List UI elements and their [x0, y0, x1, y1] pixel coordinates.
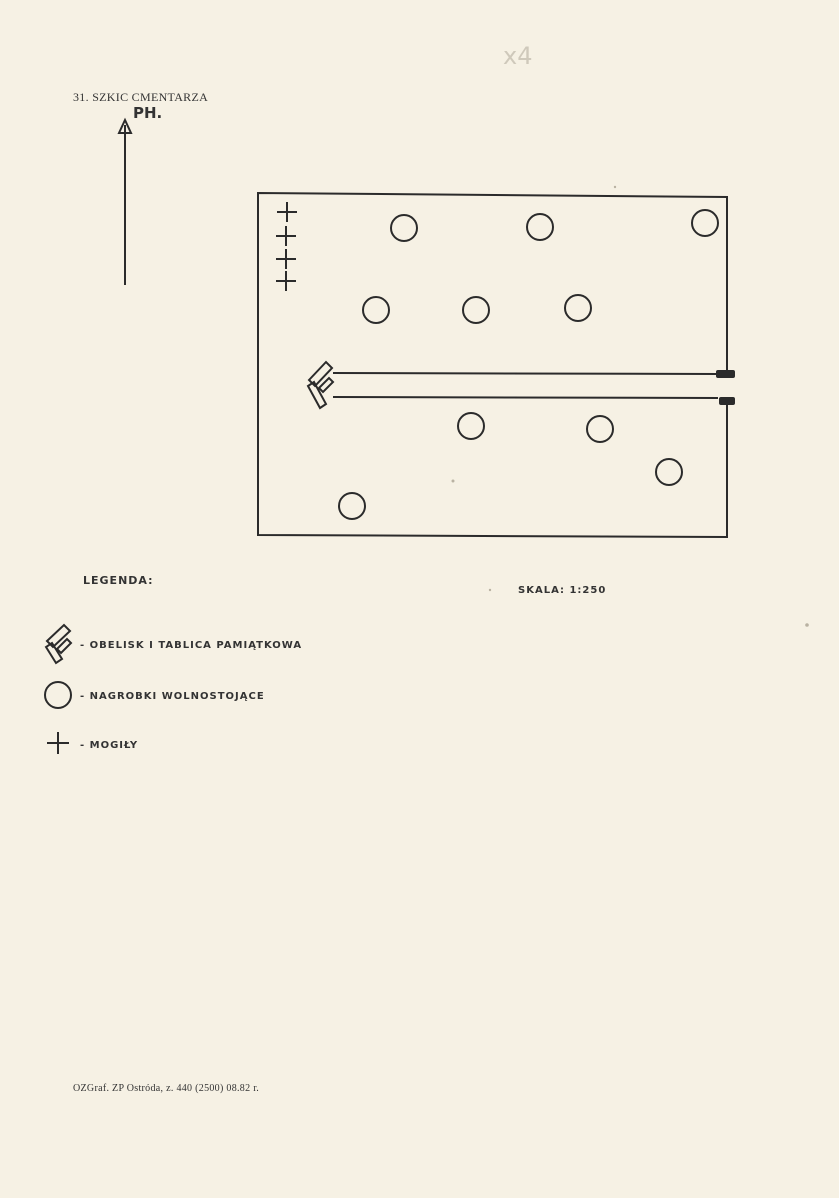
- gate-post-south: [719, 397, 735, 405]
- legend-symbol-circle-icon: [45, 682, 71, 708]
- grave-cross-icon: [276, 249, 296, 269]
- tombstone-circle-icon: [692, 210, 718, 236]
- tombstone-circle-icon: [656, 459, 682, 485]
- tombstone-circle-icon: [565, 295, 591, 321]
- tombstone-circle-icon: [458, 413, 484, 439]
- legend-label-obelisk: - OBELISK I TABLICA PAMIĄTKOWA: [80, 640, 303, 651]
- graves: [276, 202, 297, 291]
- north-arrow: [119, 120, 131, 285]
- legend-label-tombstones: - NAGROBKI WOLNOSTOJĄCE: [80, 691, 265, 702]
- gate-post-north: [716, 370, 735, 378]
- north-label: PH.: [133, 104, 163, 122]
- legend-title: LEGENDA:: [83, 574, 154, 587]
- scale-label: SKALA: 1:250: [518, 585, 607, 596]
- obelisk-plaque: [308, 362, 333, 408]
- entrance-path: [333, 370, 735, 405]
- legend-symbol-obelisk-icon: [46, 625, 71, 663]
- print-footer: OZGraf. ZP Ostróda, z. 440 (2500) 08.82 r.: [73, 1083, 260, 1094]
- grave-cross-icon: [277, 202, 297, 222]
- tombstone-circle-icon: [339, 493, 365, 519]
- legend-symbol-cross-icon: [47, 732, 69, 754]
- legend-label-graves: - MOGIŁY: [80, 740, 139, 751]
- paper-specks: [452, 186, 809, 627]
- tombstone-circle-icon: [391, 215, 417, 241]
- tombstone-circle-icon: [363, 297, 389, 323]
- grave-cross-icon: [276, 271, 296, 291]
- tombstone-circle-icon: [587, 416, 613, 442]
- tombstones: [339, 210, 718, 519]
- tombstone-circle-icon: [463, 297, 489, 323]
- pencil-mark: x4: [503, 42, 533, 70]
- page-title: 31. SZKIC CMENTARZA: [73, 90, 209, 104]
- grave-cross-icon: [276, 226, 296, 246]
- tombstone-circle-icon: [527, 214, 553, 240]
